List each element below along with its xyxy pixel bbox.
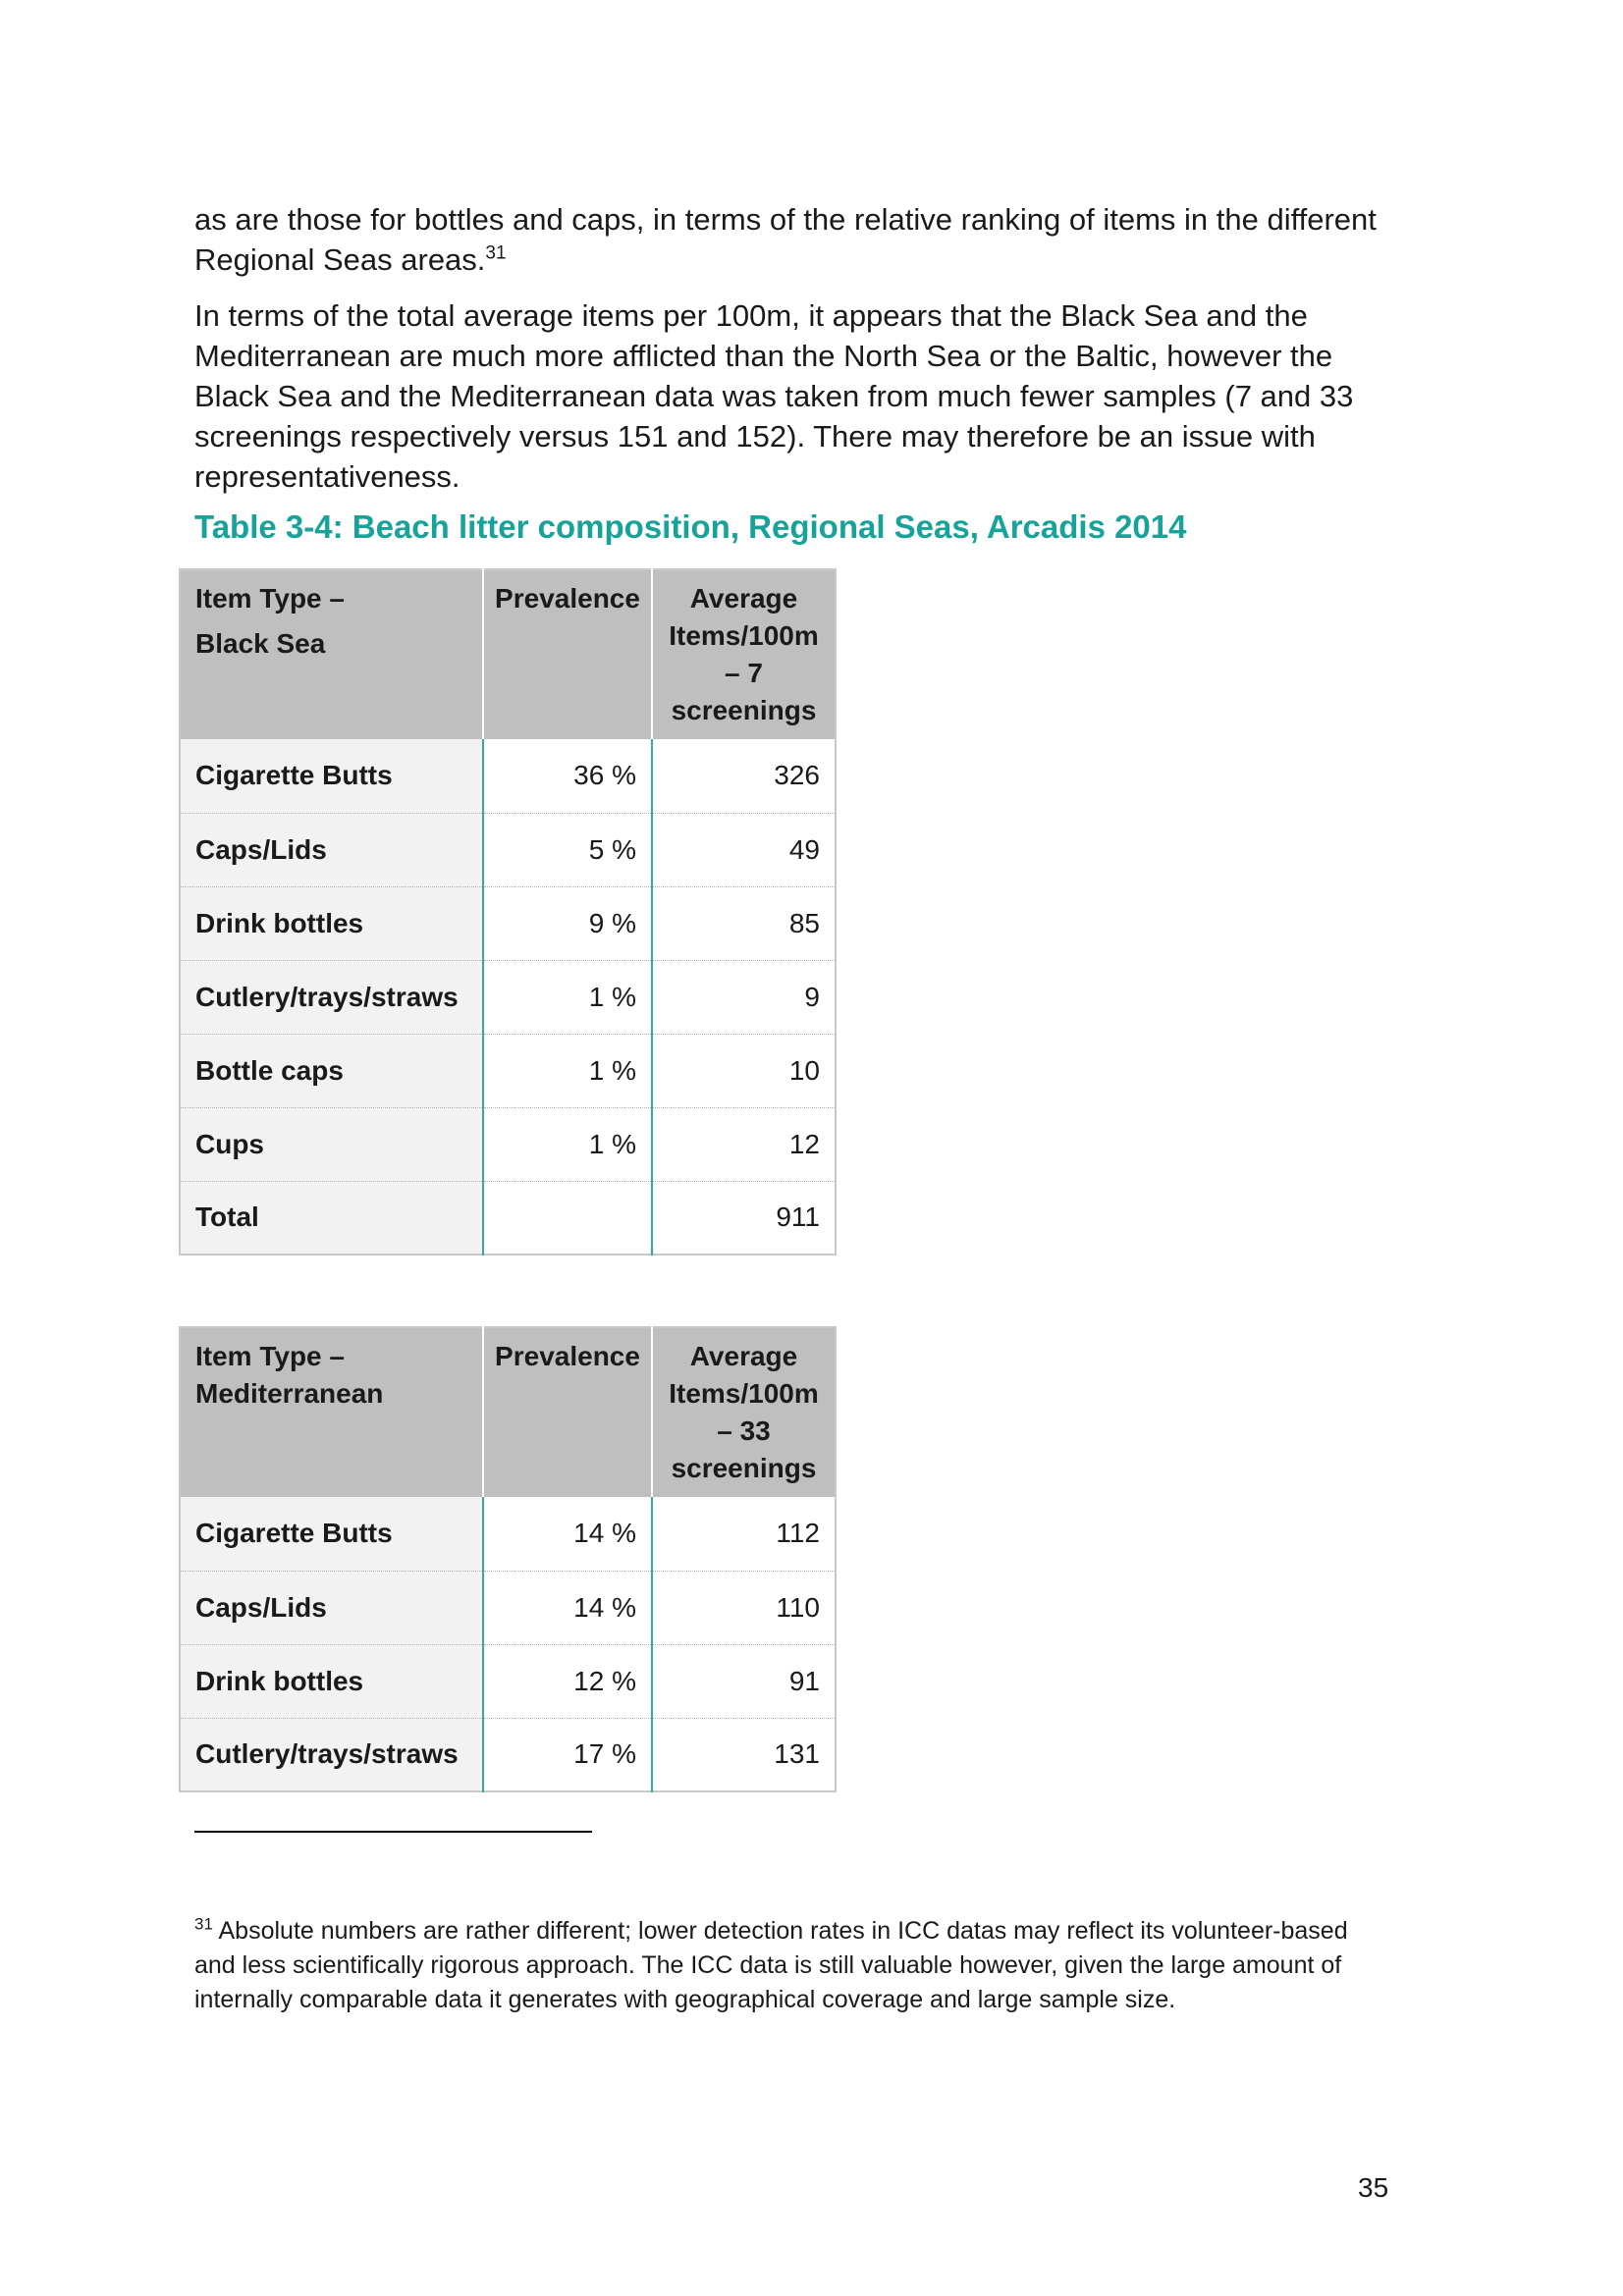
- cell-average: 10: [652, 1034, 836, 1107]
- cell-item: Bottle caps: [180, 1034, 483, 1107]
- cell-item: Drink bottles: [180, 1644, 483, 1718]
- cell-prevalence: 14 %: [483, 1497, 652, 1571]
- header-prevalence: Prevalence: [483, 569, 652, 739]
- paragraph-intro-text: as are those for bottles and caps, in terms of the relative ranking of items in the different Regional Seas areas.: [194, 202, 1377, 277]
- header-average-line: – 7: [725, 658, 763, 688]
- cell-average: 9: [652, 960, 836, 1034]
- header-average-line: – 33: [717, 1415, 771, 1446]
- cell-item: Cutlery/trays/straws: [180, 960, 483, 1034]
- cell-item: Drink bottles: [180, 886, 483, 960]
- cell-item: Cutlery/trays/straws: [180, 1718, 483, 1791]
- cell-prevalence: 12 %: [483, 1644, 652, 1718]
- cell-average: 49: [652, 813, 836, 886]
- cell-prevalence: 14 %: [483, 1571, 652, 1644]
- table-black-sea: [179, 568, 837, 1255]
- header-average-line: Items/100m: [669, 620, 819, 651]
- table-row: [180, 1718, 836, 1791]
- table-row: [180, 739, 836, 813]
- cell-prevalence: 1 %: [483, 1034, 652, 1107]
- footnote: [194, 1914, 1353, 2017]
- cell-item: Cigarette Butts: [180, 739, 483, 813]
- cell-prevalence: 9 %: [483, 886, 652, 960]
- cell-item: Total: [180, 1181, 483, 1255]
- table-header-row: [180, 569, 836, 739]
- cell-item: Caps/Lids: [180, 1571, 483, 1644]
- header-average-line: screenings: [671, 695, 817, 725]
- table-row: [180, 1571, 836, 1644]
- cell-prevalence: 1 %: [483, 960, 652, 1034]
- table-caption: Table 3-4: Beach litter composition, Regional Seas, Arcadis 2014: [194, 508, 1187, 545]
- cell-average: 91: [652, 1644, 836, 1718]
- cell-average: 110: [652, 1571, 836, 1644]
- cell-prevalence: 1 %: [483, 1107, 652, 1181]
- table-row: [180, 960, 836, 1034]
- footnote-number: 31: [194, 1914, 213, 1934]
- header-prevalence: Prevalence: [483, 1327, 652, 1497]
- cell-average: 911: [776, 1201, 820, 1233]
- header-item-type-line: Item Type –: [195, 583, 345, 614]
- table-row: [180, 813, 836, 886]
- header-average: [652, 569, 836, 739]
- header-item-type: [180, 1327, 483, 1497]
- table-row-total: [180, 1181, 836, 1255]
- cell-item: Cigarette Butts: [180, 1497, 483, 1571]
- header-item-type: [180, 569, 483, 739]
- footnote-separator: [194, 1831, 592, 1833]
- footnote-reference[interactable]: 31: [485, 242, 507, 264]
- page-number: 35: [1358, 2172, 1389, 2203]
- header-region-name: Mediterranean: [195, 1378, 384, 1409]
- paragraph-total-average: In terms of the total average items per 100m, it appears that the Black Sea and the Mediterranean are much more afflicted than the North Sea or the Baltic, however the Black Sea and the Mediterranean data was taken from much fewer samples (7 and 33 screenings respectively versus 151 and 152). There may therefore be an issue with representativeness.: [194, 298, 1354, 494]
- header-average-line: Average: [689, 1341, 798, 1371]
- table-header-row: [180, 1327, 836, 1497]
- table-row: [180, 1107, 836, 1181]
- header-average-line: Average: [689, 583, 798, 614]
- cell-average: 112: [652, 1497, 836, 1571]
- cell-item: Cups: [180, 1107, 483, 1181]
- cell-prevalence: 5 %: [483, 813, 652, 886]
- table-mediterranean: [179, 1326, 837, 1792]
- table-row: [180, 1034, 836, 1107]
- cell-average: 326: [652, 739, 836, 813]
- cell-prevalence: 17 %: [483, 1718, 652, 1791]
- header-average-line: Items/100m: [669, 1378, 819, 1409]
- table-row: [180, 1497, 836, 1571]
- cell-average: 12: [652, 1107, 836, 1181]
- paragraph-intro: [194, 199, 1402, 280]
- cell-average: 85: [652, 886, 836, 960]
- cell-prevalence: [483, 1181, 652, 1255]
- cell-item: Caps/Lids: [180, 813, 483, 886]
- header-region-name: Black Sea: [195, 628, 326, 659]
- table-row: [180, 1644, 836, 1718]
- footnote-text: Absolute numbers are rather different; lower detection rates in ICC datas may reflect its volunteer-based and less scientifically rigorous approach. The ICC data is still valuable however, given the large amount of internally comparable data it generates with geographical coverage and large sample size.: [194, 1917, 1348, 2013]
- cell-prevalence: 36 %: [483, 739, 652, 813]
- header-item-type-line: Item Type –: [195, 1341, 345, 1371]
- cell-average: 131: [774, 1738, 820, 1770]
- table-row: [180, 886, 836, 960]
- header-average: [652, 1327, 836, 1497]
- header-average-line: screenings: [671, 1453, 817, 1483]
